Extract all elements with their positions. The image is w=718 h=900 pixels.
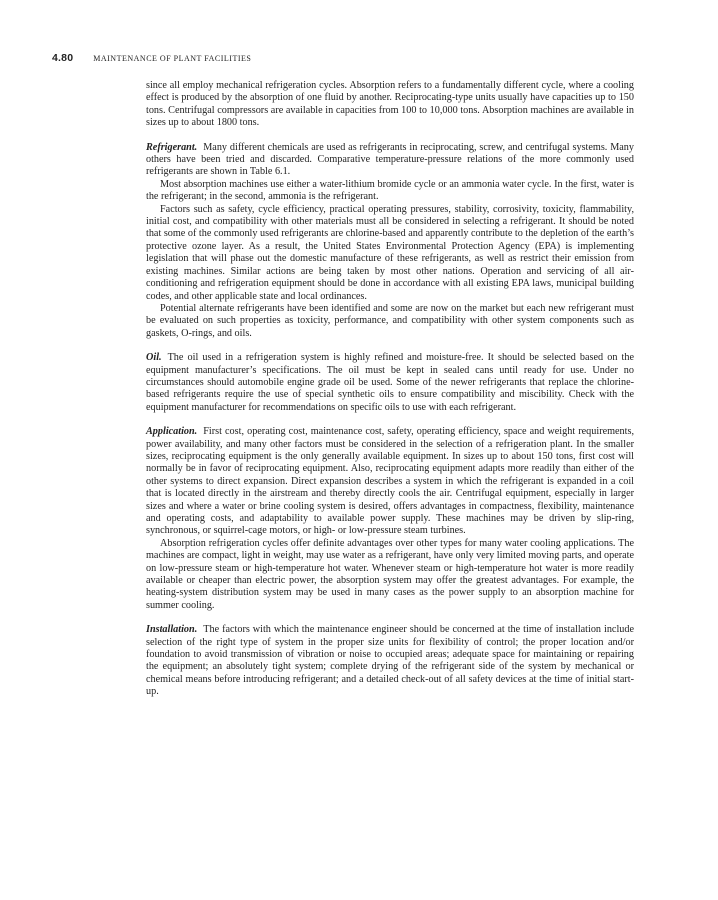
page-header — [52, 52, 251, 64]
heading-oil: Oil. — [146, 352, 162, 364]
paragraph: Absorption refrigeration cycles offer definite advantages over other types for many water cooling applications. The machines are compact, light in weight, may use water as a refrigerant, have only very limited moving parts, and operate on low-pressure steam or high-temperature hot water. Whenever steam or high-temperature hot water is more readily available or cheaper than electric power, the absorption system may offer the greatest advantages. For example, the heating-system distribution system may be used in many cases as the power supply to an absorption machine for summer cooling. — [146, 537, 634, 611]
paragraph: Factors such as safety, cycle efficiency, practical operating pressures, stability, corrosivity, toxicity, flammability, initial cost, and compatibility with other materials must all be considered in selecting a refrigerant. It should be noted that some of the commonly used refrigerants are chlorine-based and apparently contribute to the depletion of the earth’s protective ozone layer. As a result, the United States Environmental Protection Agency (EPA) is implementing legislation that will phase out the domestic manufacture of these refrigerants, as well as restrict their emission from existing machines. Similar actions are being taken by most other nations. Operation and servicing of all air-conditioning and refrigeration equipment should be done in accordance with all existing EPA laws, municipal building codes, and other applicable state and local ordinances. — [146, 203, 634, 302]
paragraph-text: The factors with which the maintenance engineer should be concerned at the time of installation include selection of the right type of system in the proper size units for flexibility of control; the proper location and/or foundation to avoid transmission of vibration or noise to occupied areas; adequate space for maintaining or repairing the equipment; an absolutely tight system; complete drying of the refrigerant side of the system by mechanical or chemical means before introducing refrigerant; and a detailed check-out of all safety devices at the time of initial start-up. — [146, 624, 634, 698]
section-oil — [146, 352, 634, 414]
heading-installation: Installation. — [146, 624, 198, 636]
section-application — [146, 426, 634, 538]
section-installation — [146, 624, 634, 698]
heading-application: Application. — [146, 426, 198, 438]
page-number: 4.80 — [52, 52, 74, 64]
paragraph: Potential alternate refrigerants have been identified and some are now on the market but each new refrigerant must be evaluated on such properties as toxicity, performance, and compatibility with other system components such as gaskets, O-rings, and oils. — [146, 302, 634, 339]
paragraph-text: Many different chemicals are used as refrigerants in reciprocating, screw, and centrifugal systems. Many others have been tried and discarded. Comparative temperature-pressure relations of the more commonly used refrigerants are shown in Table 6.1. — [146, 141, 634, 178]
heading-refrigerant: Refrigerant. — [146, 141, 198, 153]
section-refrigerant — [146, 142, 634, 179]
paragraph: Most absorption machines use either a water-lithium bromide cycle or an ammonia water cycle. In the first, water is the refrigerant; in the second, ammonia is the refrigerant. — [146, 178, 634, 203]
paragraph-text: First cost, operating cost, maintenance cost, safety, operating efficiency, space and weight requirements, power availability, and many other factors must be considered in the selection of a refrigeration plant. In the smaller sizes, reciprocating equipment is the only generally available equipment. In sizes up to about 150 tons, first cost will normally be in favor of reciprocating equipment. Also, reciprocating equipment adapts more readily than either of the other systems to direct expansion. Direct expansion describes a system in which the refrigerant is expanded in a coil that is located directly in the airstream and thereby directly cools the air. Centrifugal equipment, especially in larger sizes and where a water or brine cooling system is desired, offers advantages in compactness, flexibility, maintenance and operating costs, and adaptability to available power supply. These machines may be driven by slip-ring, synchronous, or squirrel-cage motors, or high- or low-pressure steam turbines. — [146, 426, 634, 537]
paragraph-text: The oil used in a refrigeration system is highly refined and moisture-free. It should be selected based on the equipment manufacturer’s specifications. The oil must be kept in sealed cans until ready for use. Under no circumstances should automobile engine grade oil be used. Some of the newer refrigerants that replace the chlorine-based refrigerants require the use of special synthetic oils to ensure compatibility and miscibility. Check with the equipment manufacturer for recommendations on specific oils to use with each refrigerant. — [146, 352, 634, 413]
running-head: MAINTENANCE OF PLANT FACILITIES — [93, 54, 252, 63]
paragraph-intro: since all employ mechanical refrigeration cycles. Absorption refers to a fundamentally different cycle, where a cooling effect is produced by the absorption of one fluid by another. Reciprocating-type units usually have capacities up to 150 tons. Centrifugal compressors are available in capacities from 100 to 10,000 tons. Absorption machines are available in sizes up to about 1800 tons. — [146, 80, 634, 129]
body-text — [146, 80, 634, 699]
